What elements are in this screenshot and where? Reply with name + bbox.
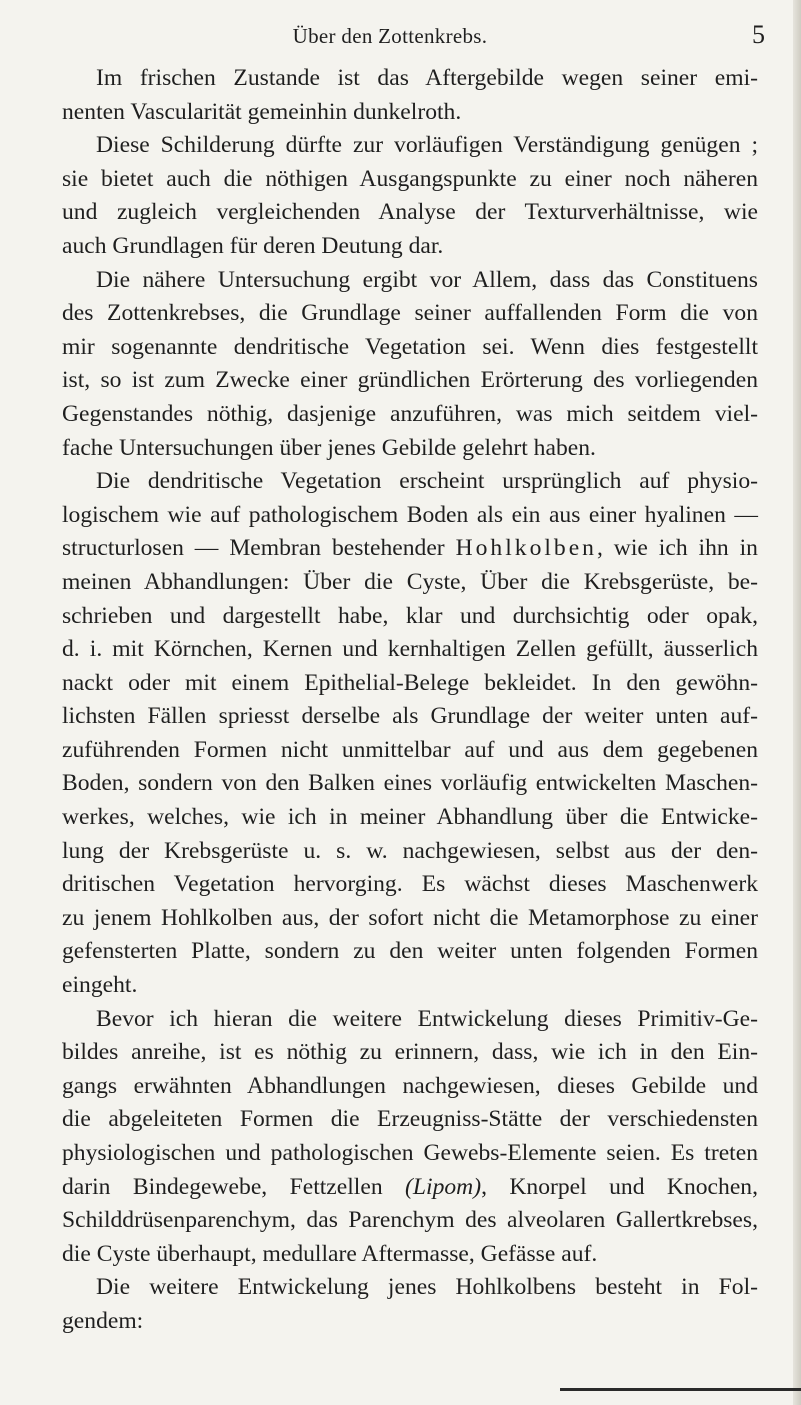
text-line: die Cyste überhaupt, medullare Aftermasse, Gefässe auf. bbox=[62, 1240, 598, 1267]
text-line: Die nähere Untersuchung ergibt vor Allem, dass das Constituens bbox=[96, 266, 758, 293]
text-line: physiologischen und pathologischen Gewebs-Elemente seien. Es treten bbox=[62, 1140, 758, 1166]
text-line: gefensterten Platte, sondern zu den weiter unten folgenden Formen bbox=[62, 938, 758, 965]
text-line: eingeht. bbox=[62, 972, 138, 999]
page-edge-shadow bbox=[793, 0, 801, 1405]
body-text bbox=[62, 62, 758, 1339]
text-line: bildes anreihe, ist es nöthig zu erinnern, dass, wie ich in den Ein- bbox=[62, 1039, 758, 1066]
text-line: Boden, sondern von den Balken eines vorläufig entwickelten Maschen- bbox=[62, 770, 758, 797]
text-line: fache Untersuchungen über jenes Gebilde gelehrt haben. bbox=[62, 434, 596, 461]
text-line: mir sogenannte dendritische Vegetation sei. Wenn dies festgestellt bbox=[62, 333, 758, 360]
text-line: Die weitere Entwickelung jenes Hohlkolbens besteht in Fol- bbox=[96, 1274, 758, 1301]
spaced-term: Hohlkolben bbox=[455, 535, 597, 562]
text-line: Diese Schilderung dürfte zur vorläufigen Verständigung genügen ; bbox=[96, 132, 758, 159]
text-line: gendem: bbox=[62, 1307, 144, 1334]
text-line: logischem wie auf pathologischem Boden als ein aus einer hyalinen — bbox=[62, 501, 758, 528]
text-line: nenten Vascularität gemeinhin dunkelroth. bbox=[62, 98, 462, 125]
text-line: lung der Krebsgerüste u. s. w. nachgewiesen, selbst aus der den- bbox=[62, 837, 758, 864]
text-line: nackt oder mit einem Epithelial-Belege bekleidet. In den gewöhn- bbox=[62, 669, 758, 696]
page-number: 5 bbox=[752, 20, 765, 49]
text-line: und zugleich vergleichenden Analyse der Texturverhältnisse, wie bbox=[62, 199, 758, 226]
italic-term: (Lipom) bbox=[405, 1173, 482, 1200]
text-segment: , Knorpel und Knochen, bbox=[481, 1173, 758, 1200]
text-line: werkes, welches, wie ich in meiner Abhandlung über die Entwicke- bbox=[62, 804, 758, 831]
text-line: auch Grundlagen für deren Deutung dar. bbox=[62, 232, 444, 259]
text-line: Die dendritische Vegetation erscheint ursprünglich auf physio- bbox=[96, 468, 758, 495]
text-line: dritischen Vegetation hervorging. Es wächst dieses Maschenwerk bbox=[62, 871, 758, 898]
text-line bbox=[62, 1171, 758, 1205]
text-line: Gegenstandes nöthig, dasjenige anzuführen, was mich seitdem viel- bbox=[62, 400, 758, 427]
text-line: des Zottenkrebses, die Grundlage seiner auffallenden Form die von bbox=[62, 300, 758, 327]
text-line bbox=[62, 532, 758, 566]
text-line: meinen Abhandlungen: Über die Cyste, Über die Krebsgerüste, be- bbox=[62, 568, 758, 595]
text-line: die abgeleiteten Formen die Erzeugniss-Stätte der verschiedensten bbox=[62, 1106, 758, 1133]
text-line: gangs erwähnten Abhandlungen nachgewiesen, dieses Gebilde und bbox=[62, 1072, 758, 1099]
text-line: zu jenem Hohlkolben aus, der sofort nicht die Metamorphose zu einer bbox=[62, 904, 758, 931]
text-line: d. i. mit Körnchen, Kernen und kernhaltigen Zellen gefüllt, äusserlich bbox=[62, 636, 758, 663]
running-title: Über den Zottenkrebs. bbox=[292, 24, 488, 48]
text-line: ist, so ist zum Zwecke einer gründlichen Erörterung des vorliegenden bbox=[62, 367, 758, 394]
text-line: Bevor ich hieran die weitere Entwickelung dieses Primitiv-Ge- bbox=[96, 1005, 758, 1032]
text-segment: , wie ich ihn in bbox=[596, 535, 758, 562]
text-segment: structurlosen — Membran bestehender bbox=[62, 535, 456, 562]
text-line: zuführenden Formen nicht unmittelbar auf und aus dem gegebenen bbox=[62, 736, 758, 763]
text-line: lichsten Fällen spriesst derselbe als Grundlage der weiter unten auf- bbox=[62, 703, 758, 730]
text-segment: darin Bindegewebe, Fettzellen bbox=[62, 1173, 406, 1200]
bottom-rule bbox=[560, 1388, 801, 1391]
text-line: schrieben und dargestellt habe, klar und durchsichtig oder opak, bbox=[62, 602, 758, 629]
text-line: Im frischen Zustande ist das Aftergebilde wegen seiner emi- bbox=[96, 65, 758, 91]
text-line: sie bietet auch die nöthigen Ausgangspunkte zu einer noch näheren bbox=[62, 165, 758, 192]
text-line: Schilddrüsenparenchym, das Parenchym des alveolaren Gallertkrebses, bbox=[62, 1207, 758, 1234]
